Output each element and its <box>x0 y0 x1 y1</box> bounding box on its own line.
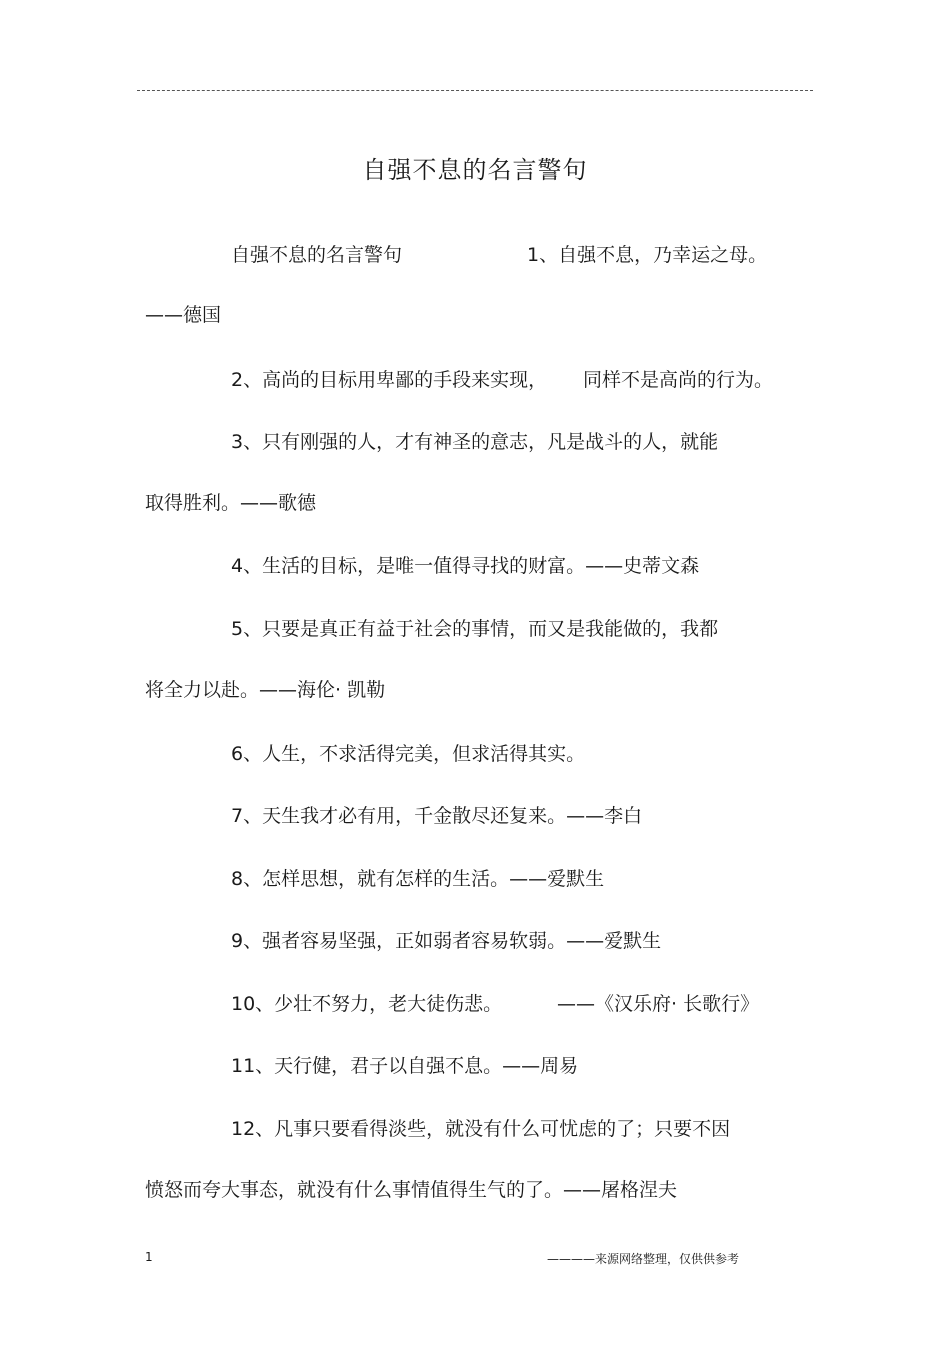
quote-9: 9、强者容易坚强，正如弱者容易软弱。——爱默生 <box>231 930 662 952</box>
quote-1: 1、自强不息，乃幸运之母。 <box>527 244 768 266</box>
quote-2-part1: 2、高尚的目标用卑鄙的手段来实现， <box>231 369 548 391</box>
intro-heading: 自强不息的名言警句 <box>231 244 403 266</box>
quote-2-part2: 同样不是高尚的行为。 <box>583 369 774 391</box>
quote-3-line2: 取得胜利。——歌德 <box>145 492 317 514</box>
quote-11: 11、天行健，君子以自强不息。——周易 <box>231 1055 579 1077</box>
quote-5-line1: 5、只要是真正有益于社会的事情，而又是我能做的，我都 <box>231 618 719 640</box>
quote-12-line2: 愤怒而夸大事态，就没有什么事情值得生气的了。——屠格涅夫 <box>145 1179 678 1201</box>
page-number: 1 <box>145 1250 153 1264</box>
quote-10-part2: ——《汉乐府· 长歌行》 <box>557 993 760 1015</box>
quote-6: 6、人生，不求活得完美，但求活得其实。 <box>231 743 586 765</box>
header-rule <box>137 90 813 91</box>
quote-4: 4、生活的目标，是唯一值得寻找的财富。——史蒂文森 <box>231 555 700 577</box>
quote-5-line2: 将全力以赴。——海伦· 凯勒 <box>145 679 386 701</box>
quote-1-author: ——德国 <box>145 304 222 326</box>
quote-8: 8、怎样思想，就有怎样的生活。——爱默生 <box>231 868 605 890</box>
quote-12-line1: 12、凡事只要看得淡些，就没有什么可忧虑的了；只要不因 <box>231 1118 731 1140</box>
quote-10-part1: 10、少壮不努力，老大徒伤悲。 <box>231 993 503 1015</box>
page-title: 自强不息的名言警句 <box>362 156 588 184</box>
quote-3-line1: 3、只有刚强的人，才有神圣的意志，凡是战斗的人，就能 <box>231 431 719 453</box>
quote-7: 7、天生我才必有用，千金散尽还复来。——李白 <box>231 805 643 827</box>
source-note: ————来源网络整理，仅供供参考 <box>547 1252 740 1266</box>
